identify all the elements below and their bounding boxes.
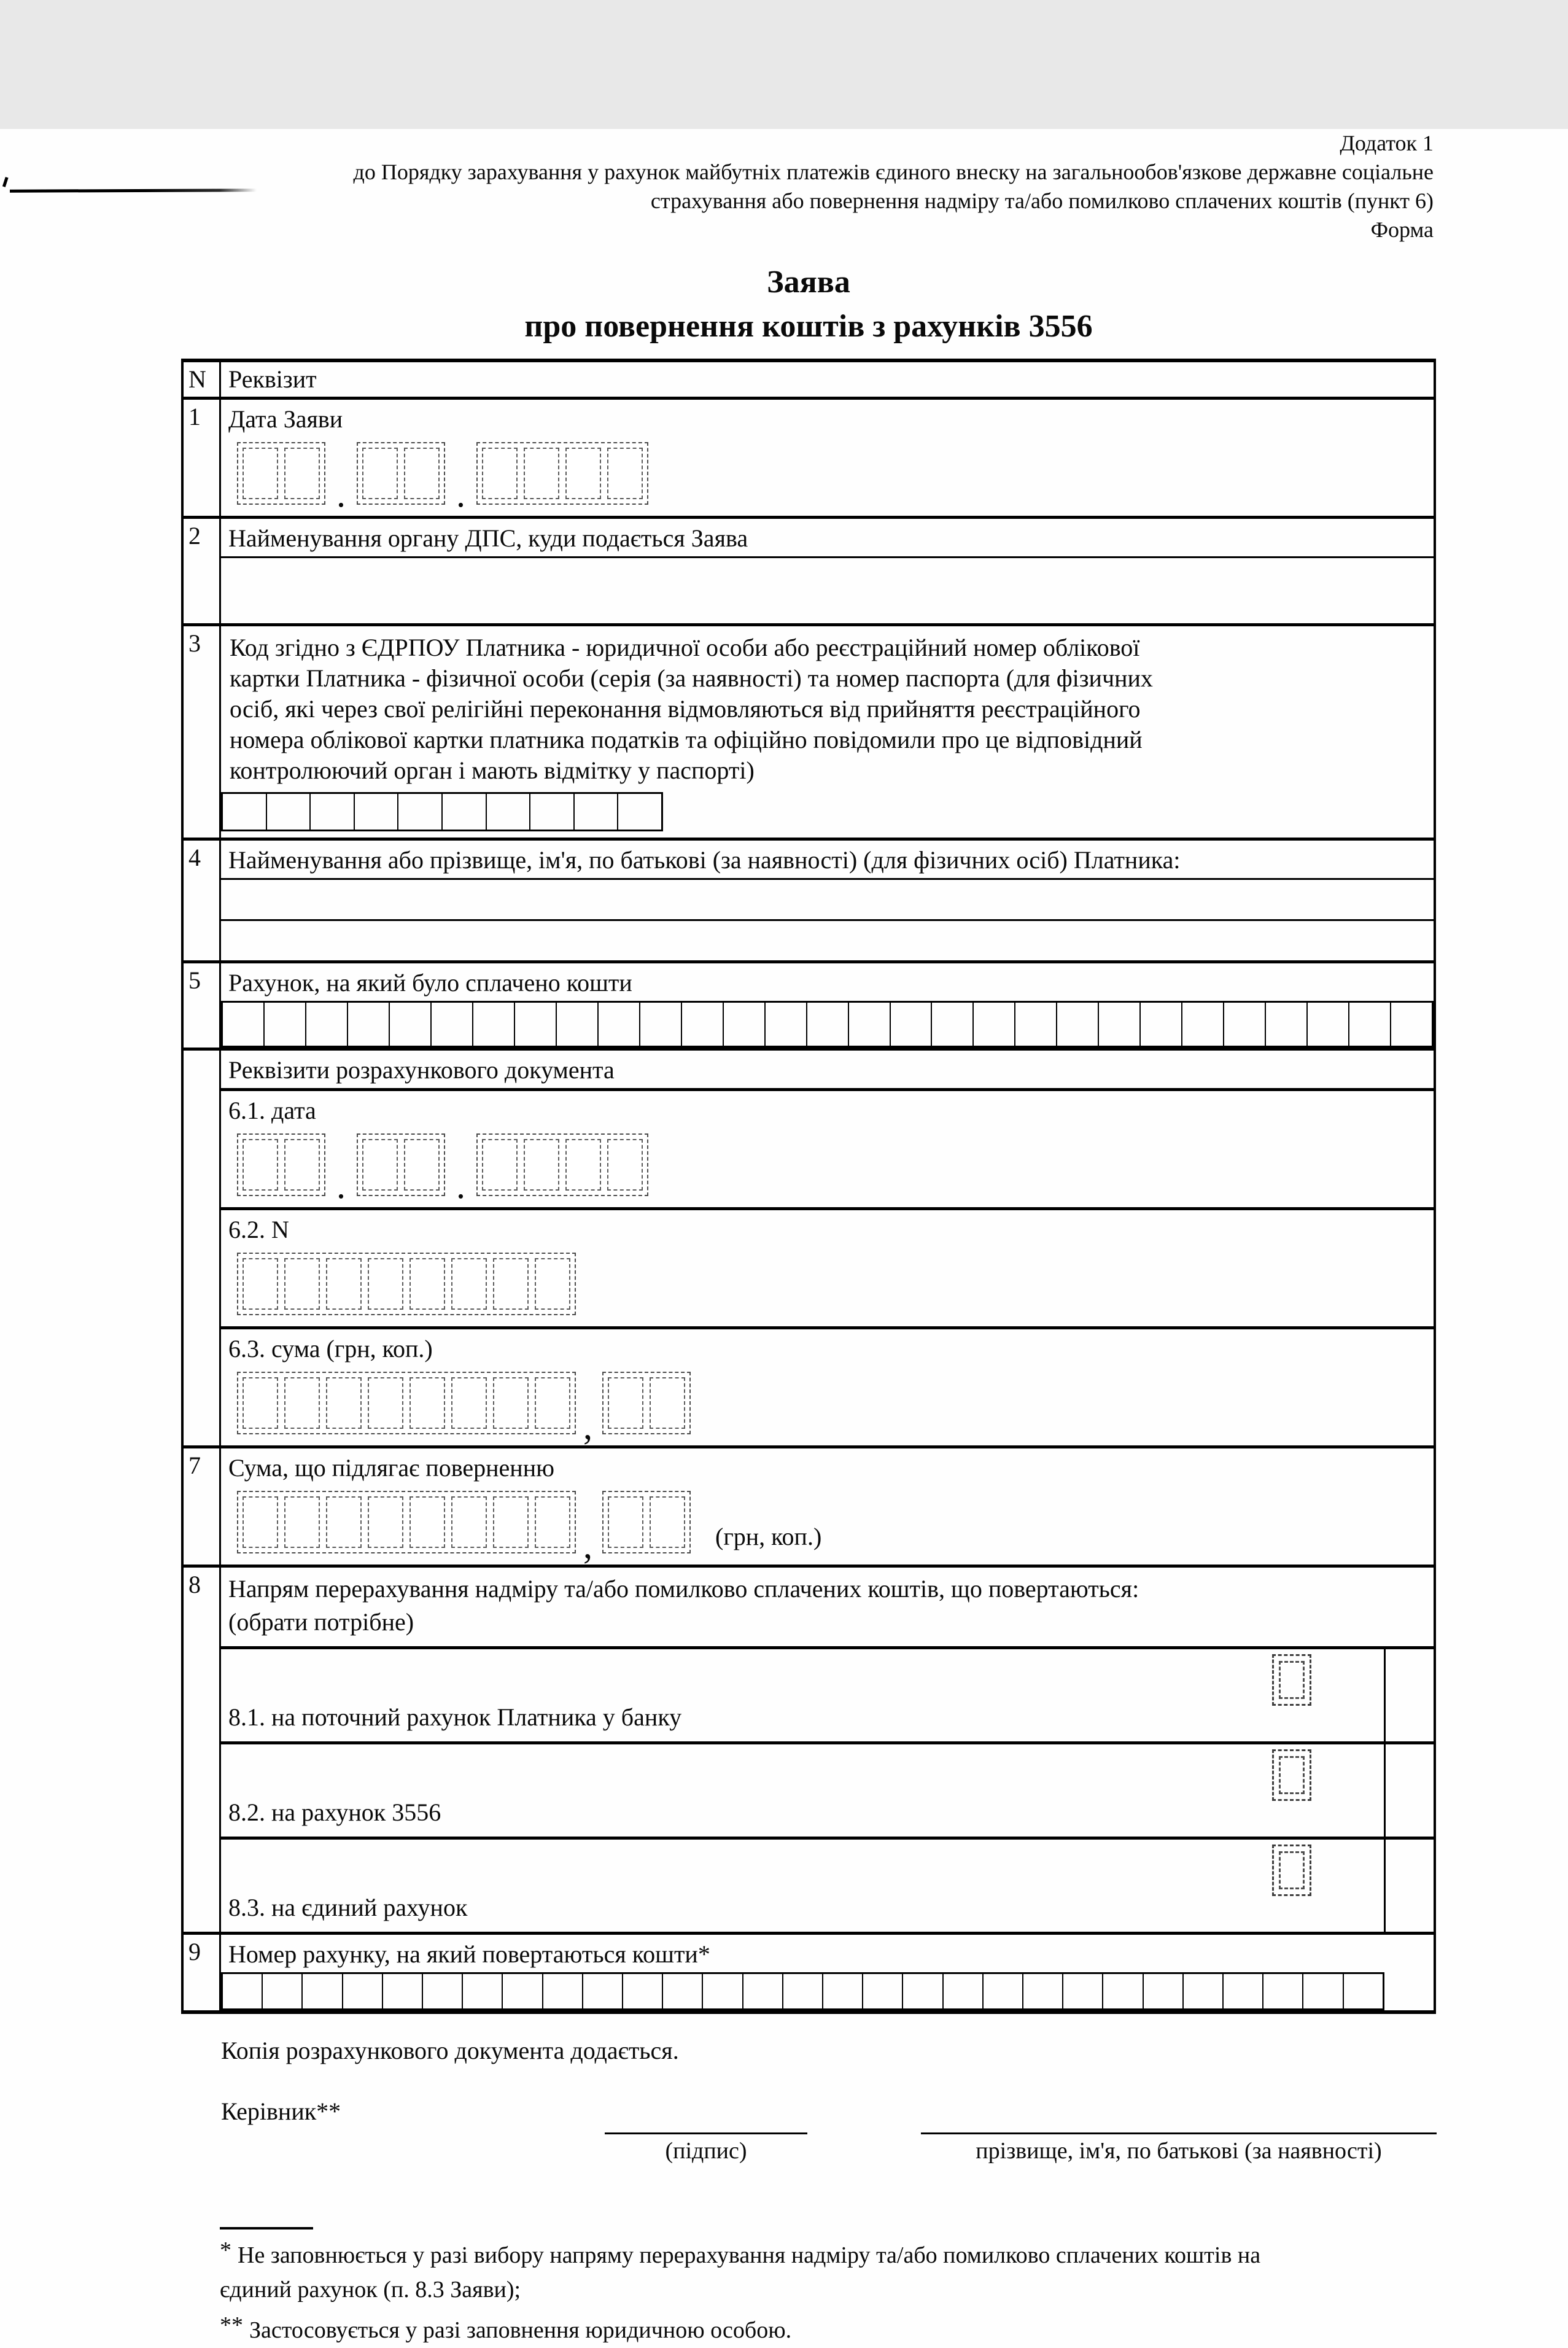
amount-hryvnia-cell-group bbox=[237, 1372, 576, 1434]
digit-cell bbox=[622, 1974, 662, 2008]
signer-role-label: Керівник** bbox=[221, 2097, 341, 2125]
digit-cell bbox=[430, 1003, 472, 1046]
row-7-return-amount bbox=[184, 1445, 1434, 1565]
digit-cell bbox=[305, 1003, 347, 1046]
digit-cell bbox=[1022, 1974, 1062, 2008]
paid-account-digit-grid bbox=[221, 1001, 1434, 1048]
digit-cell bbox=[409, 1377, 445, 1429]
digit-cell bbox=[1390, 1003, 1432, 1046]
digit-cell bbox=[486, 794, 530, 830]
row-3-label bbox=[221, 626, 1434, 791]
text-line: страхування або повернення надміру та/або помилково сплачених коштів (пункт 6) bbox=[650, 189, 1434, 213]
digit-cell bbox=[764, 1003, 806, 1046]
digit-cell bbox=[597, 1003, 639, 1046]
decimal-comma: , bbox=[583, 1525, 592, 1566]
row-9-num: 9 bbox=[184, 1935, 221, 2010]
title-line-1: Заява bbox=[767, 265, 850, 300]
date-cell-group bbox=[237, 1133, 325, 1196]
digit-cell bbox=[493, 1377, 529, 1429]
table-header-row bbox=[184, 362, 1434, 397]
form-label: Форма bbox=[1370, 217, 1434, 242]
digit-cell bbox=[608, 1496, 643, 1548]
checkbox-8-3 bbox=[1272, 1845, 1311, 1896]
row-6-settlement-document bbox=[184, 1048, 1434, 1445]
row-8-1-label: 8.1. на поточний рахунок Платника у банку bbox=[228, 1703, 682, 1731]
return-amount-boxes bbox=[221, 1486, 1434, 1565]
digit-cell bbox=[326, 1258, 362, 1310]
checkbox-8-1 bbox=[1272, 1654, 1311, 1706]
digit-cell bbox=[342, 1974, 382, 2008]
full-name-caption: прізвище, ім'я, по батькові (за наявності) bbox=[976, 2138, 1382, 2164]
digit-cell bbox=[902, 1974, 942, 2008]
digit-cell bbox=[368, 1496, 403, 1548]
row-2-dps-organ bbox=[184, 516, 1434, 623]
title-line-2: про повернення коштів з рахунків 3556 bbox=[524, 309, 1093, 344]
row-8-2-side-cell bbox=[1384, 1744, 1434, 1837]
digit-cell bbox=[607, 448, 643, 499]
text-line: контролюючий орган і мають відмітку у паспорті) bbox=[230, 756, 755, 784]
digit-cell bbox=[362, 1139, 398, 1191]
order-reference bbox=[181, 158, 1434, 216]
digit-cell bbox=[354, 794, 398, 830]
signature-block bbox=[0, 2097, 1568, 2200]
digit-cell bbox=[1181, 1003, 1223, 1046]
return-amount-kopeck-cell-group bbox=[602, 1491, 691, 1553]
digit-cell bbox=[404, 1139, 440, 1191]
digit-cell bbox=[243, 1377, 278, 1429]
digit-cell bbox=[1062, 1974, 1102, 2008]
row-8-1-option bbox=[221, 1649, 1434, 1741]
row-8-3-option bbox=[221, 1837, 1434, 1932]
row-8-transfer-direction bbox=[184, 1565, 1434, 1932]
digit-cell bbox=[263, 1003, 305, 1046]
text-line: до Порядку зарахування у рахунок майбутніх платежів єдиного внеску на загальнообов'язкове державне соціальне bbox=[353, 160, 1434, 184]
digit-cell bbox=[493, 1258, 529, 1310]
signature-line bbox=[605, 2132, 807, 2134]
row-4-label: Найменування або прізвище, ім'я, по батькові (за наявності) (для фізичних осіб) Платника: bbox=[221, 841, 1434, 880]
return-amount-hryvnia-cell-group bbox=[237, 1491, 576, 1553]
text-line: Напрям перерахування надміру та/або помилково сплачених коштів, що повертаються: bbox=[228, 1575, 1139, 1603]
row-6-2-label: 6.2. N bbox=[228, 1216, 289, 1243]
digit-cell bbox=[382, 1974, 422, 2008]
text-line: номера облікової картки платника податків та офіційно повідомили про це відповідний bbox=[230, 726, 1143, 753]
row-4-num: 4 bbox=[184, 841, 221, 960]
digit-cell bbox=[243, 1258, 278, 1310]
digit-cell bbox=[556, 1003, 597, 1046]
digit-cell bbox=[542, 1974, 582, 2008]
digit-cell bbox=[972, 1003, 1014, 1046]
digit-cell bbox=[848, 1003, 890, 1046]
digit-cell bbox=[1348, 1003, 1390, 1046]
digit-cell bbox=[493, 1496, 529, 1548]
row-2-label: Найменування органу ДПС, куди подається Заява bbox=[221, 519, 1434, 558]
document-number-boxes bbox=[221, 1248, 1434, 1326]
digit-cell bbox=[243, 1496, 278, 1548]
digit-cell bbox=[723, 1003, 764, 1046]
footnote-2 bbox=[220, 2313, 1436, 2347]
footnote-divider bbox=[220, 2227, 313, 2229]
date-separator: . bbox=[456, 1165, 465, 1206]
row-8-3-label: 8.3. на єдиний рахунок bbox=[228, 1894, 468, 1921]
digit-cell bbox=[742, 1974, 782, 2008]
digit-cell bbox=[284, 1139, 320, 1191]
digit-cell bbox=[462, 1974, 502, 2008]
digit-cell bbox=[223, 1003, 263, 1046]
digit-cell bbox=[535, 1496, 570, 1548]
digit-cell bbox=[284, 1377, 320, 1429]
digit-cell bbox=[451, 1377, 487, 1429]
digit-cell bbox=[451, 1496, 487, 1548]
row-2-blank-line bbox=[221, 558, 1434, 623]
text-line: осіб, які через свої релігійні переконання відмовляються від прийняття реєстраційного bbox=[230, 695, 1141, 723]
row-5-label: Рахунок, на який було сплачено кошти bbox=[228, 969, 632, 997]
date-separator: . bbox=[336, 1165, 346, 1206]
digit-cell bbox=[472, 1003, 514, 1046]
digit-cell bbox=[565, 448, 601, 499]
header-label-cell: Реквізит bbox=[228, 365, 317, 393]
digit-cell bbox=[982, 1974, 1022, 2008]
application-date-boxes bbox=[221, 437, 1434, 516]
digit-cell bbox=[524, 1139, 559, 1191]
row-6-num bbox=[184, 1051, 221, 1445]
date-cell-group bbox=[237, 442, 325, 505]
row-4-blank-line-1 bbox=[221, 880, 1434, 921]
document-number-cell-group bbox=[237, 1253, 576, 1315]
digit-cell bbox=[1265, 1003, 1306, 1046]
digit-cell bbox=[639, 1003, 681, 1046]
row-6-1-label: 6.1. дата bbox=[228, 1097, 316, 1124]
digit-cell bbox=[1262, 1974, 1302, 2008]
digit-cell bbox=[223, 1974, 262, 2008]
digit-cell bbox=[1302, 1974, 1342, 2008]
digit-cell bbox=[1222, 1974, 1262, 2008]
document-date-boxes bbox=[221, 1129, 1434, 1207]
row-6-1-date bbox=[221, 1091, 1434, 1210]
digit-cell bbox=[223, 794, 266, 830]
digit-cell bbox=[502, 1974, 541, 2008]
row-3-num: 3 bbox=[184, 626, 221, 838]
date-cell-group bbox=[357, 1133, 445, 1196]
digit-cell bbox=[890, 1003, 931, 1046]
footnote-1-line-2: єдиний рахунок (п. 8.3 Заяви); bbox=[220, 2277, 521, 2303]
row-1-date bbox=[184, 397, 1434, 516]
footnote-1-line-1: Не заповнюється у разі вибору напряму перерахування надміру та/або помилково сплачених коштів на bbox=[238, 2242, 1261, 2268]
scan-artifact-tick bbox=[2, 177, 14, 189]
digit-cell bbox=[1102, 1974, 1142, 2008]
digit-cell bbox=[404, 448, 440, 499]
digit-cell bbox=[243, 448, 278, 499]
text-line: (обрати потрібне) bbox=[228, 1608, 414, 1636]
row-8-1-side-cell bbox=[1384, 1649, 1434, 1741]
date-separator: . bbox=[336, 474, 346, 515]
digit-cell bbox=[702, 1974, 742, 2008]
digit-cell bbox=[662, 1974, 702, 2008]
full-name-line bbox=[921, 2132, 1437, 2134]
digit-cell bbox=[389, 1003, 430, 1046]
digit-cell bbox=[608, 1377, 643, 1429]
digit-cell bbox=[441, 794, 486, 830]
footnote-1-marker: * bbox=[220, 2237, 231, 2263]
date-separator: . bbox=[456, 474, 465, 515]
decimal-comma: , bbox=[583, 1406, 592, 1447]
row-6-3-label: 6.3. сума (грн, коп.) bbox=[228, 1335, 433, 1363]
currency-units-caption: (грн, коп.) bbox=[715, 1523, 822, 1550]
row-4-blank-line-2 bbox=[221, 921, 1434, 960]
digit-cell bbox=[409, 1258, 445, 1310]
row-8-num: 8 bbox=[184, 1568, 221, 1932]
digit-cell bbox=[368, 1258, 403, 1310]
digit-cell bbox=[451, 1258, 487, 1310]
digit-cell bbox=[1014, 1003, 1056, 1046]
page-title bbox=[181, 260, 1436, 349]
digit-cell bbox=[1056, 1003, 1098, 1046]
digit-cell bbox=[301, 1974, 341, 2008]
digit-cell bbox=[1098, 1003, 1139, 1046]
row-7-label: Сума, що підлягає поверненню bbox=[228, 1454, 554, 1482]
digit-cell bbox=[942, 1974, 982, 2008]
text-line: Код згідно з ЄДРПОУ Платника - юридичної особи або реєстраційний номер облікової bbox=[230, 634, 1140, 661]
amount-kopeck-cell-group bbox=[602, 1372, 691, 1434]
row-2-num: 2 bbox=[184, 519, 221, 623]
digit-cell bbox=[326, 1496, 362, 1548]
digit-cell bbox=[284, 1258, 320, 1310]
row-9-label: Номер рахунку, на який повертаються кошти* bbox=[228, 1940, 710, 1968]
footnote-1 bbox=[220, 2238, 1436, 2307]
digit-cell bbox=[931, 1003, 972, 1046]
digit-cell bbox=[565, 1139, 601, 1191]
row-5-num: 5 bbox=[184, 963, 221, 1048]
digit-cell bbox=[262, 1974, 301, 2008]
row-7-num: 7 bbox=[184, 1448, 221, 1565]
row-4-payer-name bbox=[184, 838, 1434, 960]
date-cell-group bbox=[476, 1133, 648, 1196]
date-cell-group bbox=[476, 442, 648, 505]
digit-cell bbox=[1143, 1974, 1182, 2008]
digit-cell bbox=[362, 448, 398, 499]
digit-cell bbox=[482, 448, 518, 499]
row-8-2-option bbox=[221, 1741, 1434, 1837]
digit-cell bbox=[1223, 1003, 1265, 1046]
appendix-label: Додаток 1 bbox=[1340, 131, 1434, 155]
requisites-table bbox=[181, 359, 1436, 2014]
row-9-return-account bbox=[184, 1932, 1434, 2010]
copy-attached-note: Копія розрахункового документа додається. bbox=[221, 2037, 679, 2064]
digit-cell bbox=[514, 1003, 556, 1046]
edrpou-digit-grid bbox=[221, 792, 663, 831]
footnote-2-text: Застосовується у разі заповнення юридичною особою. bbox=[249, 2317, 792, 2343]
digit-cell bbox=[1139, 1003, 1181, 1046]
row-5-paid-account bbox=[184, 960, 1434, 1048]
text-line: картки Платника - фізичної особи (серія (за наявності) та номер паспорта (для фізичних bbox=[230, 664, 1153, 692]
row-6-3-amount bbox=[221, 1329, 1434, 1445]
digit-cell bbox=[822, 1974, 862, 2008]
digit-cell bbox=[607, 1139, 643, 1191]
digit-cell bbox=[650, 1496, 685, 1548]
digit-cell bbox=[397, 794, 441, 830]
digit-cell bbox=[681, 1003, 723, 1046]
digit-cell bbox=[535, 1258, 570, 1310]
digit-cell bbox=[422, 1974, 462, 2008]
digit-cell bbox=[309, 794, 354, 830]
row-8-3-side-cell bbox=[1384, 1840, 1434, 1932]
digit-cell bbox=[326, 1377, 362, 1429]
appendix-header bbox=[181, 129, 1434, 244]
digit-cell bbox=[266, 794, 310, 830]
digit-cell bbox=[582, 1974, 622, 2008]
row-8-header bbox=[221, 1568, 1434, 1649]
row-8-2-label: 8.2. на рахунок 3556 bbox=[228, 1798, 441, 1826]
return-account-digit-grid bbox=[221, 1972, 1384, 2010]
digit-cell bbox=[409, 1496, 445, 1548]
digit-cell bbox=[806, 1003, 848, 1046]
digit-cell bbox=[1343, 1974, 1383, 2008]
row-3-edrpou bbox=[184, 623, 1434, 838]
digit-cell bbox=[535, 1377, 570, 1429]
digit-cell bbox=[482, 1139, 518, 1191]
checkbox-8-2 bbox=[1272, 1749, 1311, 1801]
digit-cell bbox=[782, 1974, 822, 2008]
footnote-2-marker: ** bbox=[220, 2312, 243, 2338]
digit-cell bbox=[368, 1377, 403, 1429]
signature-caption: (підпис) bbox=[665, 2138, 747, 2164]
digit-cell bbox=[347, 1003, 389, 1046]
date-cell-group bbox=[357, 442, 445, 505]
digit-cell bbox=[524, 448, 559, 499]
digit-cell bbox=[243, 1139, 278, 1191]
digit-cell bbox=[573, 794, 618, 830]
header-num-cell: N bbox=[184, 362, 221, 397]
digit-cell bbox=[1182, 1974, 1222, 2008]
scanned-form-page bbox=[0, 129, 1568, 2348]
digit-cell bbox=[617, 794, 661, 830]
row-6-header: Реквізити розрахункового документа bbox=[221, 1051, 1434, 1091]
row-1-label: Дата Заяви bbox=[228, 405, 343, 433]
digit-cell bbox=[529, 794, 573, 830]
digit-cell bbox=[650, 1377, 685, 1429]
row-1-num: 1 bbox=[184, 400, 221, 516]
document-amount-boxes bbox=[221, 1367, 1434, 1445]
row-6-2-number bbox=[221, 1210, 1434, 1329]
digit-cell bbox=[862, 1974, 902, 2008]
digit-cell bbox=[284, 1496, 320, 1548]
digit-cell bbox=[1306, 1003, 1348, 1046]
digit-cell bbox=[284, 448, 320, 499]
